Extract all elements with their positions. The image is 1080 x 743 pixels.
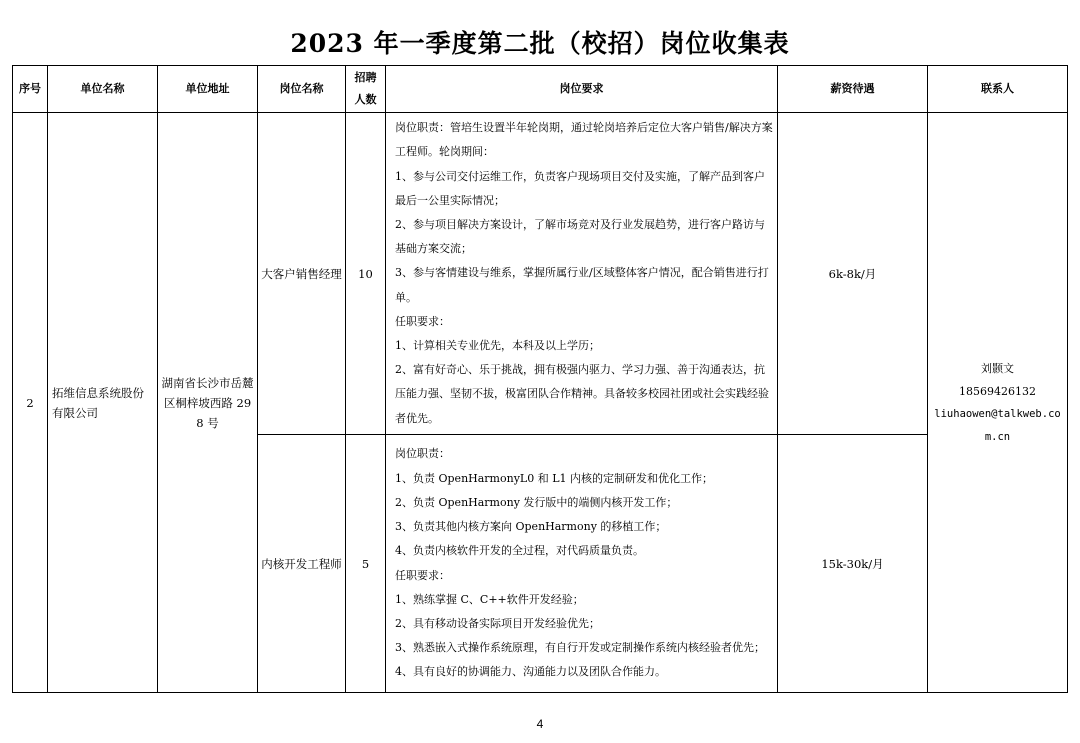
header-headcount [346,66,386,113]
header-headcount-line2: 人数 [354,93,377,106]
requirement-line: 2、富有好奇心、乐于挑战，拥有极强内驱力、学习力强、善于沟通表达，抗压能力强、坚韧不拔，极富团队合作精神。具备较多校园社团或社会实践经验者优先。 [395,363,769,425]
requirement-line: 1、负责 OpenHarmonyL0 和 L1 内核的定制研发和优化工作； [395,471,714,485]
cell-address: 湖南省长沙市岳麓区桐梓坡西路 298 号 [158,113,258,693]
requirement-line: 3、熟悉嵌入式操作系统原理，有自行开发或定制操作系统内核经验者优先； [395,641,765,655]
requirement-line: 2、负责 OpenHarmony 发行版中的端侧内核开发工作； [395,495,678,509]
header-contact: 联系人 [928,66,1068,113]
cell-headcount-1: 10 [346,113,386,435]
cell-contact [928,113,1068,693]
cell-position-1: 大客户销售经理 [258,113,346,435]
contact-email: liuhaowen@talkweb.com.cn [934,407,1061,443]
requirement-line: 2、具有移动设备实际项目开发经验优先； [395,616,600,630]
cell-company: 拓维信息系统股份有限公司 [48,113,158,693]
contact-name: 刘颢文 [981,361,1014,375]
header-seq: 序号 [13,66,48,113]
cell-seq: 2 [13,113,48,693]
header-position: 岗位名称 [258,66,346,113]
job-collection-table [12,65,1068,693]
requirement-line: 岗位职责： [395,447,450,461]
requirement-line: 1、熟练掌握 C、C++软件开发经验； [395,592,584,606]
table-row [13,113,1068,435]
requirement-line: 任职要求： [395,314,450,328]
cell-salary-1: 6k-8k/月 [778,113,928,435]
header-requirements: 岗位要求 [386,66,778,113]
page-number: 4 [536,717,544,731]
header-company: 单位名称 [48,66,158,113]
header-salary: 薪资待遇 [778,66,928,113]
cell-headcount-2: 5 [346,435,386,693]
header-address: 单位地址 [158,66,258,113]
cell-requirements-1 [386,113,778,435]
requirement-line: 3、负责其他内核方案向 OpenHarmony 的移植工作； [395,520,667,534]
contact-phone: 18569426132 [959,384,1036,398]
header-row [13,66,1068,113]
requirement-line: 1、参与公司交付运维工作，负责客户现场项目交付及实施，了解产品到客户最后一公里实际情况； [395,169,765,207]
requirement-line: 1、计算相关专业优先，本科及以上学历； [395,339,600,352]
requirement-line: 岗位职责：管培生设置半年轮岗期，通过轮岗培养后定位大客户销售/解决方案工程师。轮岗期间： [395,121,773,159]
requirement-line: 2、参与项目解决方案设计，了解市场竞对及行业发展趋势，进行客户路访与基础方案交流； [395,217,765,256]
cell-salary-2: 15k-30k/月 [778,435,928,693]
requirement-line: 4、负责内核软件开发的全过程，对代码质量负责。 [395,544,644,558]
cell-requirements-2 [386,435,778,693]
document-title: 2023 年一季度第二批（校招）岗位收集表 [290,29,790,58]
header-headcount-line1: 招聘 [354,71,377,84]
requirement-line: 任职要求： [395,568,450,582]
cell-position-2: 内核开发工程师 [258,435,346,693]
requirement-line: 3、参与客情建设与维系，掌握所属行业/区域整体客户情况，配合销售进行打单。 [395,266,769,304]
requirement-line: 4、具有良好的协调能力、沟通能力以及团队合作能力。 [395,665,666,679]
